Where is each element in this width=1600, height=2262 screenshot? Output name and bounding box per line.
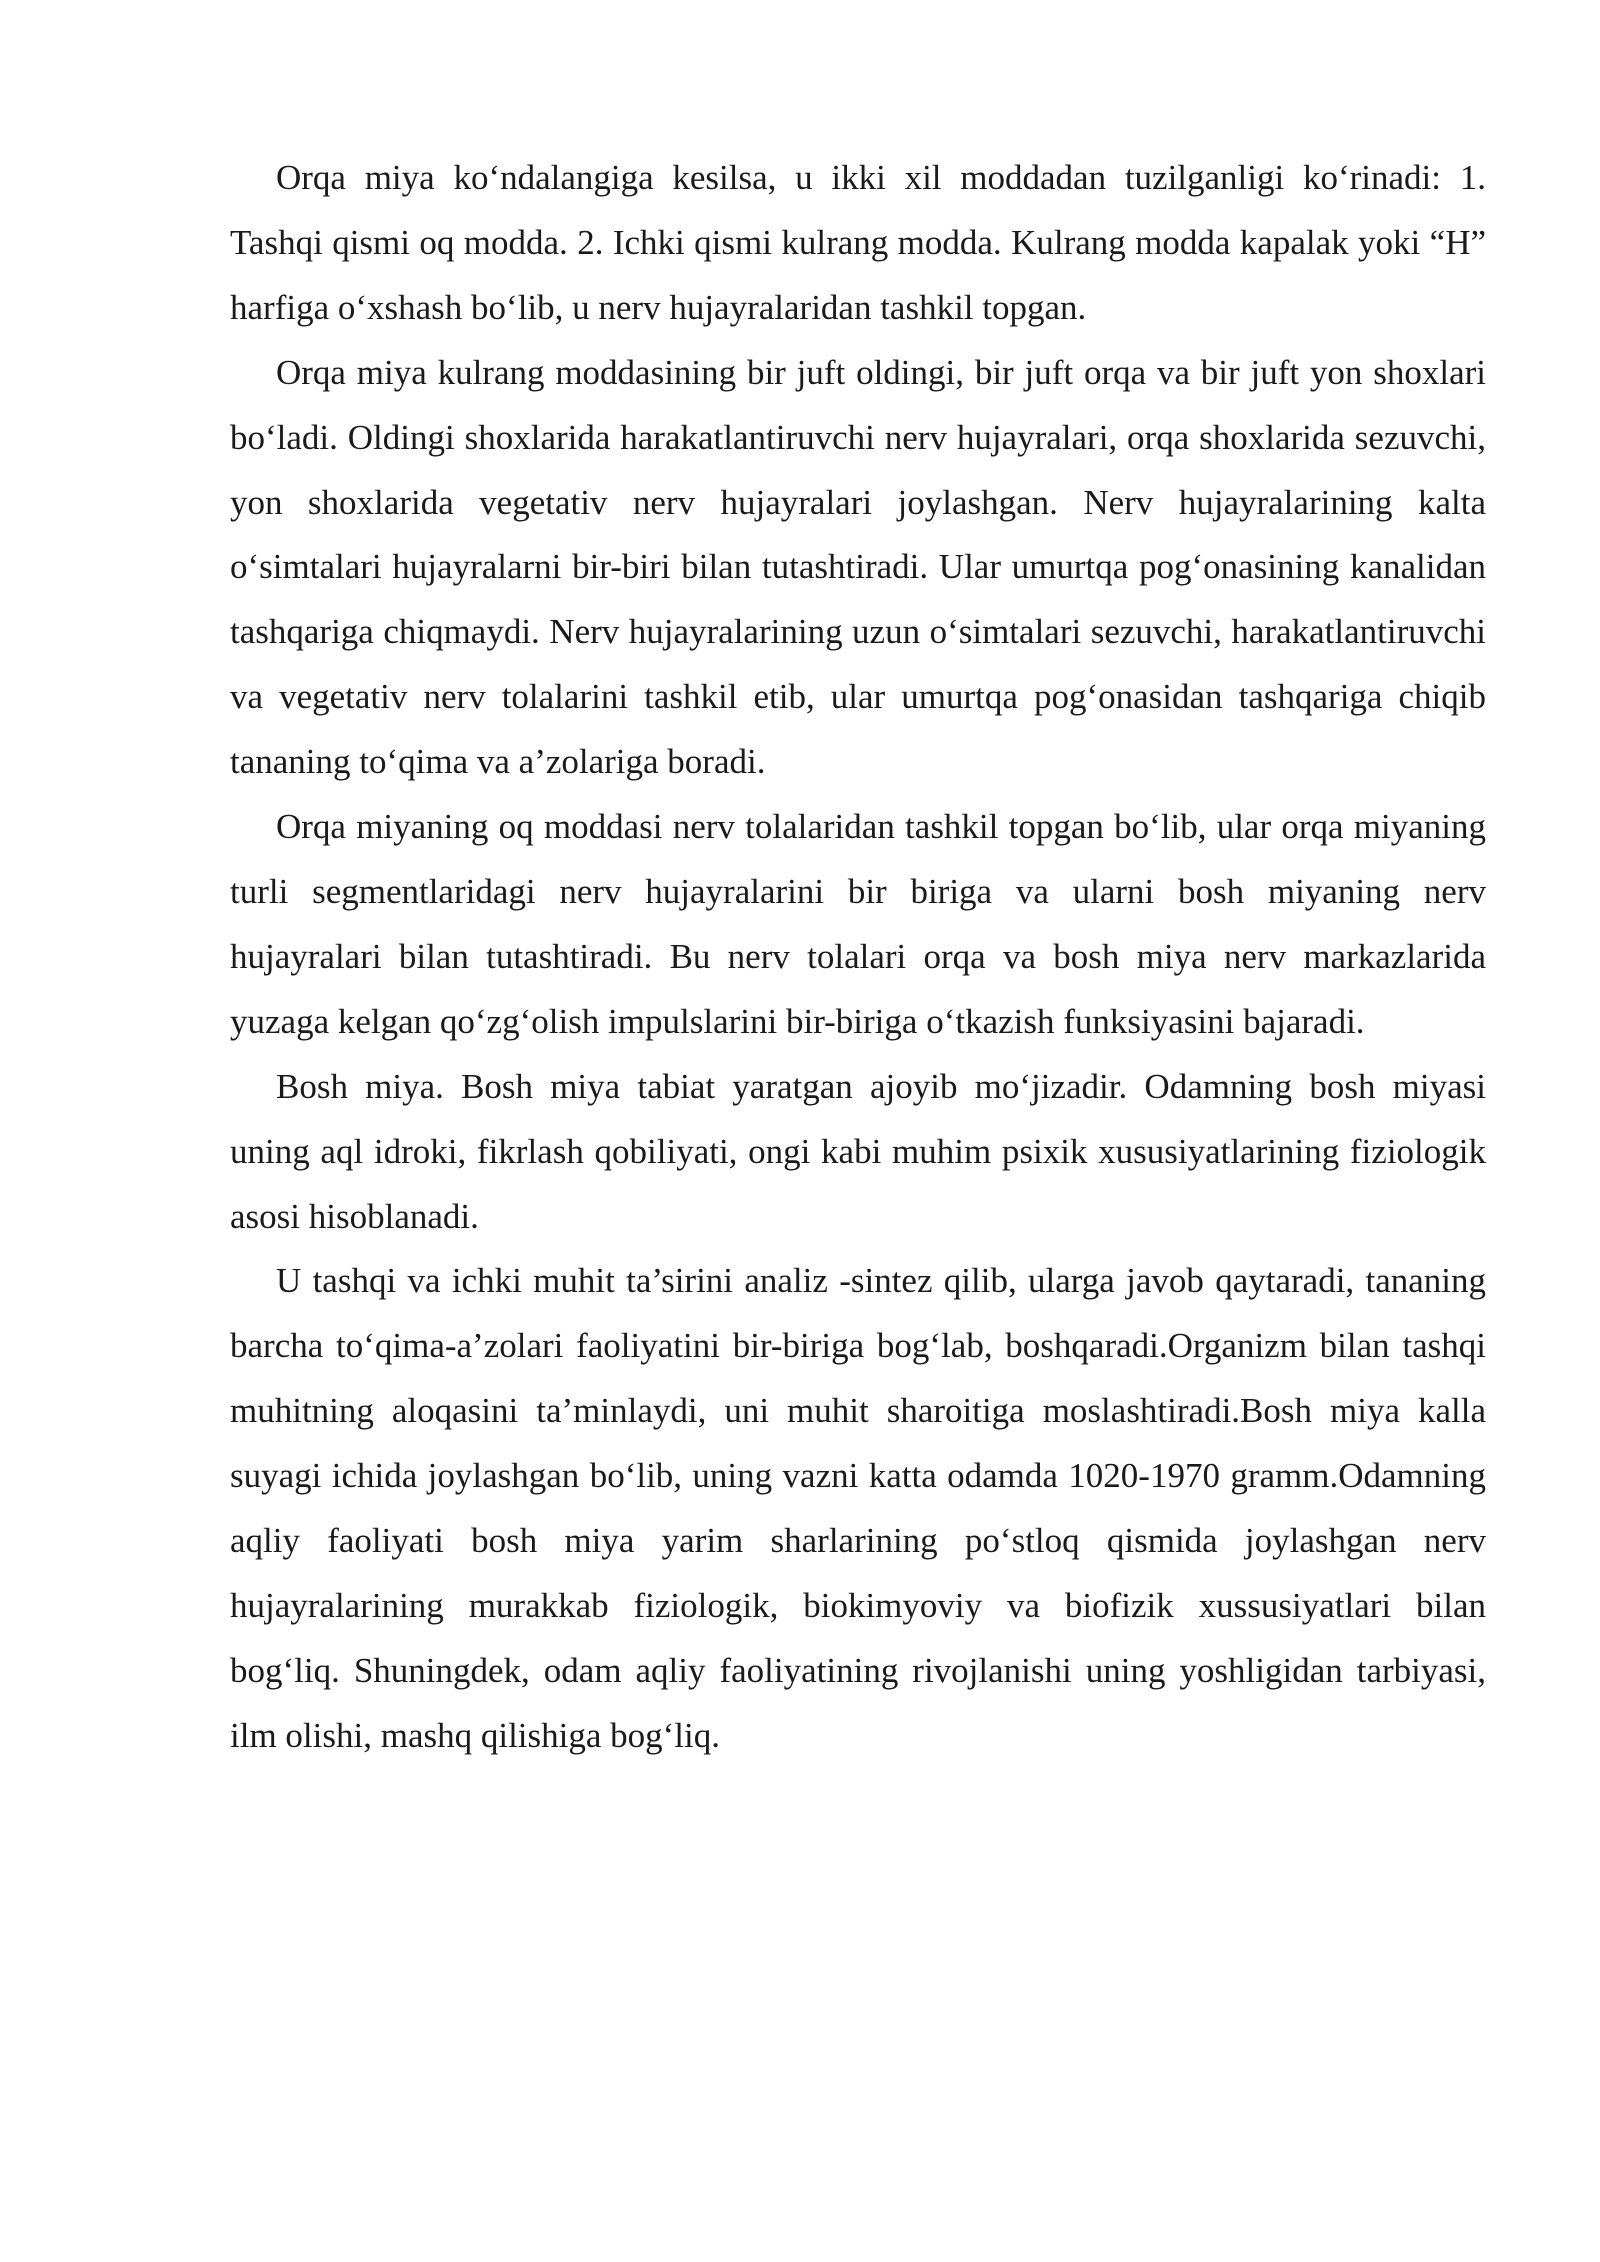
paragraph-gray-matter-horns: Orqa miya kulrang moddasining bir juft oldingi, bir juft orqa va bir juft yon shoxlari bo‘ladi. Oldingi shoxlarida harakatlantiruvchi nerv hujayralari, orqa shoxlarida sezuvchi, yon shoxlarida vegetativ nerv hujayralari joylashgan. Nerv hujayralarining kalta o‘simtalari hujayralarni bir-biri bilan tutashtiradi. Ular umurtqa pog‘onasining kanalidan tashqariga chiqmaydi. Nerv hujayralarining uzun o‘simtalari sezuvchi, harakatlantiruvchi va vegetativ nerv tolalarini tashkil etib, ular umurtqa pog‘onasidan tashqariga chiqib tananing to‘qima va a’zolariga boradi. bbox=[230, 352, 1486, 782]
paragraph-brain-intro: Bosh miya. Bosh miya tabiat yaratgan ajoyib mo‘jizadir. Odamning bosh miyasi uning aql idroki, fikrlash qobiliyati, ongi kabi muhim psixik xususiyatlarining fiziologik asosi hisoblanadi. bbox=[230, 1066, 1486, 1236]
paragraph-brain-function: U tashqi va ichki muhit ta’sirini analiz -sintez qilib, ularga javob qaytaradi, tananing barcha to‘qima-a’zolari faoliyatini bir-biriga bog‘lab, boshqaradi.Organizm bilan tashqi muhitning aloqasini ta’minlaydi, uni muhit sharoitiga moslashtiradi.Bosh miya kalla suyagi ichida joylashgan bo‘lib, uning vazni katta odamda 1020-1970 gramm.Odamning aqliy faoliyati bosh miya yarim sharlarining po‘stloq qismida joylashgan nerv hujayralarining murakkab fiziologik, biokimyoviy va biofizik xussusiyatlari bilan bog‘liq. Shuningdek, odam aqliy faoliyatining rivojlanishi uning yoshligidan tarbiyasi, ilm olishi, mashq qilishiga bog‘liq. bbox=[230, 1261, 1486, 1755]
document-body bbox=[230, 146, 1486, 1769]
paragraph-spinal-cord-cross-section: Orqa miya ko‘ndalangiga kesilsa, u ikki xil moddadan tuzilganligi ko‘rinadi: 1. Tashqi qismi oq modda. 2. Ichki qismi kulrang modda. Kulrang modda kapalak yoki “H” harfiga o‘xshash bo‘lib, u nerv hujayralaridan tashkil topgan. bbox=[230, 158, 1486, 327]
paragraph-white-matter: Orqa miyaning oq moddasi nerv tolalaridan tashkil topgan bo‘lib, ular orqa miyaning turli segmentlaridagi nerv hujayralarini bir biriga va ularni bosh miyaning nerv hujayralari bilan tutashtiradi. Bu nerv tolalari orqa va bosh miya nerv markazlarida yuzaga kelgan qo‘zg‘olish impulslarini bir-biriga o‘tkazish funksiyasini bajaradi. bbox=[230, 807, 1486, 1041]
